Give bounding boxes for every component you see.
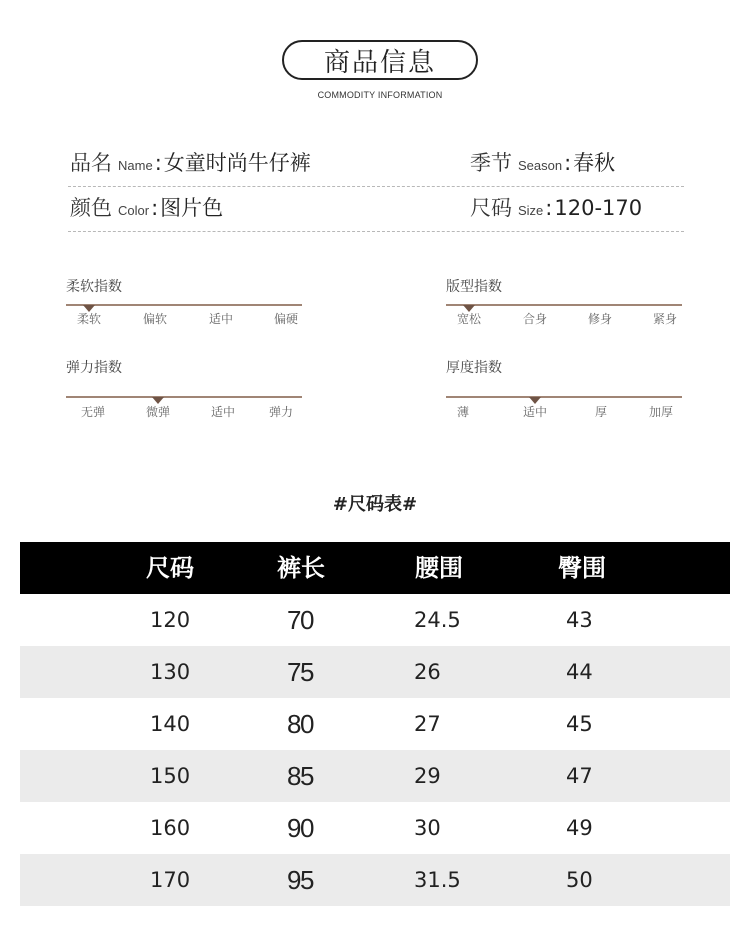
info-size-value: 120-170 bbox=[554, 196, 643, 220]
cell-size: 120 bbox=[150, 608, 191, 632]
cell-waist: 26 bbox=[414, 660, 441, 684]
cell-hip: 49 bbox=[566, 816, 593, 840]
fit-label: 合身 bbox=[522, 312, 548, 326]
softness-index-title: 柔软指数 bbox=[66, 279, 122, 295]
elasticity-label: 适中 bbox=[210, 405, 236, 419]
info-season-label: 季节 bbox=[470, 151, 512, 175]
info-name-en: Name bbox=[118, 158, 153, 173]
cell-hip: 50 bbox=[566, 868, 593, 892]
thickness-index-title: 厚度指数 bbox=[446, 360, 502, 376]
cell-hip: 45 bbox=[566, 712, 593, 736]
elasticity-index-line bbox=[66, 396, 302, 398]
colon: : bbox=[154, 151, 162, 175]
softness-label: 适中 bbox=[208, 312, 234, 326]
table-row bbox=[20, 698, 730, 750]
fit-index-line bbox=[446, 304, 682, 306]
fit-label: 紧身 bbox=[652, 312, 678, 326]
cell-hip: 43 bbox=[566, 608, 593, 632]
fit-index bbox=[446, 276, 682, 344]
cell-length: 90 bbox=[287, 813, 313, 843]
cell-waist: 31.5 bbox=[414, 868, 461, 892]
cell-waist: 29 bbox=[414, 764, 441, 788]
size-table-header bbox=[20, 542, 730, 594]
info-name-value: 女童时尚牛仔裤 bbox=[163, 151, 311, 175]
header-size: 尺码 bbox=[146, 554, 194, 582]
cell-hip: 47 bbox=[566, 764, 593, 788]
colon: : bbox=[545, 196, 553, 220]
info-color bbox=[70, 192, 223, 222]
table-row bbox=[20, 854, 730, 906]
cell-size: 130 bbox=[150, 660, 191, 684]
size-table-caption: #尺码表# bbox=[332, 494, 418, 515]
info-size-en: Size bbox=[518, 203, 544, 218]
section-subtitle: COMMODITY INFORMATION bbox=[317, 90, 443, 100]
softness-label: 柔软 bbox=[76, 312, 102, 326]
thickness-index-line bbox=[446, 396, 682, 398]
info-season bbox=[470, 147, 615, 177]
cell-size: 140 bbox=[150, 712, 191, 736]
softness-index bbox=[66, 276, 302, 344]
thickness-index bbox=[446, 357, 682, 425]
cell-waist: 24.5 bbox=[414, 608, 461, 632]
info-color-value: 图片色 bbox=[160, 196, 224, 220]
table-row bbox=[20, 750, 730, 802]
cell-waist: 27 bbox=[414, 712, 441, 736]
colon: : bbox=[151, 196, 159, 220]
header-waist: 腰围 bbox=[415, 554, 463, 582]
header-length: 裤长 bbox=[277, 554, 325, 582]
table-row bbox=[20, 594, 730, 646]
thickness-label: 厚 bbox=[594, 405, 608, 419]
elasticity-label: 微弹 bbox=[145, 405, 171, 419]
thickness-label: 适中 bbox=[522, 405, 548, 419]
cell-length: 70 bbox=[287, 605, 313, 635]
softness-index-line bbox=[66, 304, 302, 306]
softness-label: 偏硬 bbox=[273, 312, 299, 326]
section-title bbox=[282, 40, 478, 80]
cell-size: 150 bbox=[150, 764, 191, 788]
cell-length: 80 bbox=[287, 709, 313, 739]
fit-index-title: 版型指数 bbox=[446, 279, 502, 295]
info-color-label: 颜色 bbox=[70, 196, 112, 220]
info-name-label: 品名 bbox=[70, 151, 112, 175]
table-row bbox=[20, 802, 730, 854]
info-season-value: 春秋 bbox=[573, 151, 616, 175]
thickness-label: 薄 bbox=[456, 405, 470, 419]
elasticity-index bbox=[66, 357, 302, 425]
fit-label: 宽松 bbox=[456, 312, 482, 326]
info-row-1 bbox=[68, 143, 684, 187]
thickness-label: 加厚 bbox=[648, 405, 674, 419]
info-name bbox=[70, 147, 311, 177]
cell-hip: 44 bbox=[566, 660, 593, 684]
header-hip: 臀围 bbox=[558, 554, 606, 582]
cell-length: 85 bbox=[287, 761, 313, 791]
cell-length: 95 bbox=[287, 865, 313, 895]
info-color-en: Color bbox=[118, 203, 150, 218]
cell-size: 170 bbox=[150, 868, 191, 892]
table-row bbox=[20, 646, 730, 698]
elasticity-index-title: 弹力指数 bbox=[66, 360, 122, 376]
info-size bbox=[470, 192, 642, 222]
cell-length: 75 bbox=[287, 657, 313, 687]
size-table bbox=[20, 542, 730, 906]
info-size-label: 尺码 bbox=[470, 196, 512, 220]
fit-label: 修身 bbox=[587, 312, 613, 326]
info-row-2 bbox=[68, 188, 684, 232]
colon: : bbox=[564, 151, 572, 175]
softness-label: 偏软 bbox=[142, 312, 168, 326]
cell-size: 160 bbox=[150, 816, 191, 840]
elasticity-label: 弹力 bbox=[268, 405, 294, 419]
section-title-text: 商品信息 bbox=[323, 47, 436, 78]
size-table-body bbox=[20, 594, 730, 906]
elasticity-label: 无弹 bbox=[80, 405, 106, 419]
info-season-en: Season bbox=[518, 158, 563, 173]
cell-waist: 30 bbox=[414, 816, 441, 840]
